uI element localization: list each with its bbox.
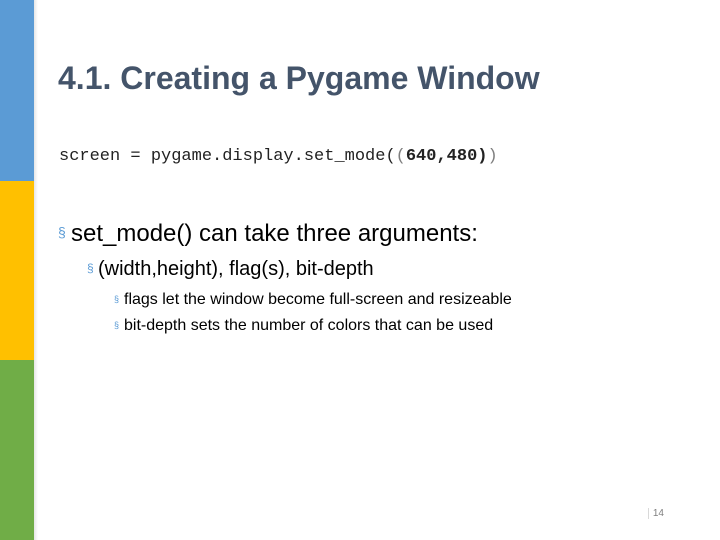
- code-close-paren: ): [487, 147, 498, 166]
- code-args: 640,480): [405, 147, 488, 166]
- accent-bar-yellow-segment: [0, 181, 34, 360]
- bullet-level2-text: (width,height), flag(s), bit-depth: [98, 258, 374, 280]
- bullet-marker-icon: §: [87, 261, 94, 275]
- bullet-level3-flags-text: flags let the window become full-screen and resizeable: [124, 291, 512, 308]
- page-number: 14: [648, 508, 664, 519]
- bullet-marker-icon: §: [114, 294, 120, 304]
- slide-title: 4.1. Creating a Pygame Window: [58, 60, 540, 96]
- bullet-level1: [58, 220, 478, 248]
- accent-bar-shadow: [34, 0, 38, 540]
- bullet-marker-icon: §: [114, 320, 120, 330]
- bullet-level3-bit-depth-text: bit-depth sets the number of colors that can be used: [124, 317, 494, 334]
- bullet-level3-bit-depth: [114, 317, 493, 335]
- accent-bar-green-segment: [0, 360, 34, 540]
- code-snippet: [59, 147, 498, 166]
- accent-bar-blue-segment: [0, 0, 34, 181]
- bullet-level2: [87, 258, 374, 281]
- bullet-level1-text: set_mode() can take three arguments:: [71, 220, 478, 247]
- left-accent-bar: [0, 0, 34, 540]
- bullet-level3-flags: [114, 291, 512, 309]
- bullet-marker-icon: §: [58, 224, 66, 240]
- code-open-paren: (: [395, 147, 406, 166]
- code-prefix: screen = pygame.display.set_mode(: [59, 147, 396, 166]
